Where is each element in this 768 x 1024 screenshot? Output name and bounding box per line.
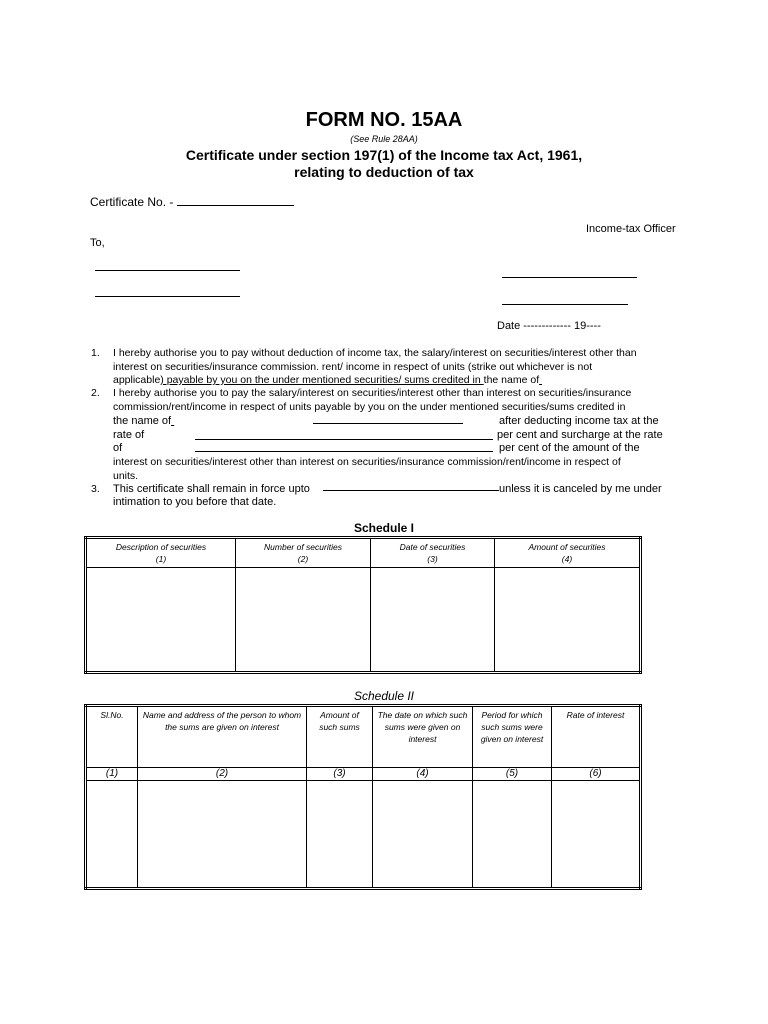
schedule-2-cell[interactable] [552, 781, 641, 889]
schedule-2-col-6-header: Rate of interest [552, 706, 641, 768]
addressee-line-2[interactable] [95, 296, 240, 297]
schedule-2-col-4-header: The date on which such sums were given on interest [373, 706, 473, 768]
clause-2-rate-of: rate of [113, 429, 145, 441]
clause-2-number: 2. [91, 387, 100, 399]
clause-3-number: 3. [91, 483, 100, 495]
schedule-2-header-row [86, 706, 641, 768]
schedule-2-cell[interactable] [473, 781, 552, 889]
income-tax-officer-label: Income-tax Officer [586, 223, 676, 235]
clause-2-after-deducting: after deducting income tax at the [499, 415, 659, 427]
certificate-no-label: Certificate No. - [90, 195, 174, 209]
officer-line-1[interactable] [502, 277, 637, 278]
schedule-1-entry-row[interactable] [86, 568, 641, 673]
schedule-1-cell[interactable] [495, 568, 641, 673]
schedule-2-col-num: (3) [307, 768, 373, 781]
schedule-2-cell[interactable] [307, 781, 373, 889]
form-title: FORM NO. 15AA [305, 109, 463, 131]
schedule-2-cell[interactable] [373, 781, 473, 889]
date-field: Date ------------- 19---- [497, 320, 601, 332]
schedule-2-col-num: (4) [373, 768, 473, 781]
form-heading-line1: Certificate under section 197(1) of the Income tax Act, 1961, [185, 147, 583, 163]
schedule-2-col-num: (6) [552, 768, 641, 781]
schedule-2-table [84, 704, 642, 890]
schedule-2-cell[interactable] [138, 781, 307, 889]
schedule-1-col-2-header: Number of securities (2) [236, 538, 371, 568]
clause-1-number: 1. [91, 347, 100, 359]
schedule-1-header-row [86, 538, 641, 568]
schedule-2-col-2-header: Name and address of the person to whom the sums are given on interest [138, 706, 307, 768]
certificate-no-field[interactable] [177, 205, 294, 206]
schedule-1-cell[interactable] [371, 568, 495, 673]
clause-2-surcharge-field[interactable] [195, 451, 493, 452]
clause-2-name-of: the name of [113, 415, 172, 427]
schedule-1-cell[interactable] [236, 568, 371, 673]
rule-reference: (See Rule 28AA) [350, 134, 418, 144]
schedule-2-col-num: (1) [86, 768, 138, 781]
addressee-line-1[interactable] [95, 270, 240, 271]
officer-line-2[interactable] [502, 304, 628, 305]
schedule-2-col-num: (5) [473, 768, 552, 781]
schedule-1-title: Schedule I [353, 521, 415, 535]
clause-1-text: I hereby authorise you to pay without deduction of income tax, the salary/interest on securities/interest other than interest on securities/insurance commission. rent/ income in respect of units (strike out whichever is not applicable) payable by you on the under mentioned securities/ sums credited in the name of [113, 347, 637, 386]
clause-3-text-b: unless it is canceled by me under [499, 483, 662, 495]
schedule-1-col-3-header: Date of securities (3) [371, 538, 495, 568]
clause-2-per-cent: per cent and surcharge at the rate [497, 429, 663, 441]
clause-2-continuation: interest on securities/interest other than interest on securities/insurance commission/rent/income in respect of units. [113, 456, 621, 482]
clause-3-text-a: This certificate shall remain in force upto [113, 483, 310, 495]
schedule-2-col-1-header: Sl.No. [86, 706, 138, 768]
schedule-2-title: Schedule II [353, 689, 415, 703]
schedule-2-cell[interactable] [86, 781, 138, 889]
schedule-2-entry-row[interactable] [86, 781, 641, 889]
schedule-2-number-row [86, 768, 641, 781]
schedule-1-col-1-header: Description of securities (1) [86, 538, 236, 568]
schedule-1-table [84, 536, 642, 674]
schedule-2-col-3-header: Amount of such sums [307, 706, 373, 768]
clause-2-of: of [113, 442, 123, 454]
schedule-1-cell[interactable] [86, 568, 236, 673]
schedule-2-col-num: (2) [138, 768, 307, 781]
clause-2-per-cent-amount: per cent of the amount of the [499, 442, 640, 454]
clause-2-text: I hereby authorise you to pay the salary/interest on securities/interest other than interest on securities/insurance commission/rent/income in respect of units payable by you on the under mentioned securities/sums credited in [113, 387, 632, 413]
clause-2-name-field[interactable] [313, 423, 463, 424]
clause-3-text-c: intimation to you before that date. [113, 496, 277, 508]
form-heading-line2: relating to deduction of tax [294, 164, 474, 180]
clause-2-rate-field[interactable] [195, 439, 493, 440]
clause-3-date-field[interactable] [323, 490, 499, 491]
schedule-1-col-4-header: Amount of securities (4) [495, 538, 641, 568]
to-label: To, [90, 237, 105, 249]
schedule-2-col-5-header: Period for which such sums were given on interest [473, 706, 552, 768]
